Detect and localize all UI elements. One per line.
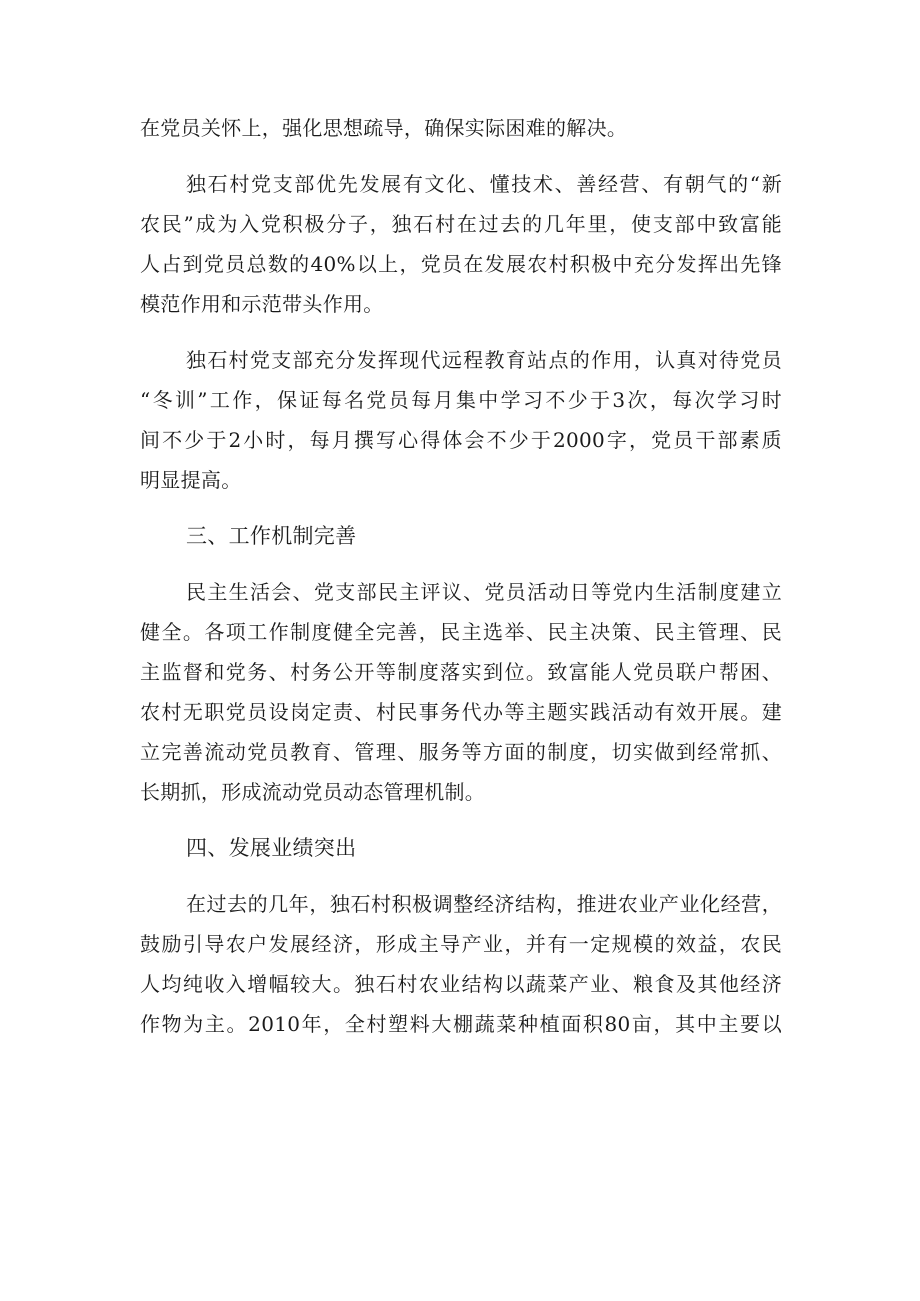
text-line: 民主生活会、党支部民主评议、党员活动日等党内生活制度建立 [186,580,782,604]
text-line: 作物为主。2010年，全村塑料大棚蔬菜种植面积80亩，其中主要以 [140,1012,782,1036]
paragraph-new-farmers [140,164,782,324]
text-line: 独石村党支部充分发挥现代远程教育站点的作用，认真对待党员 [186,348,782,372]
paragraph-remote-education [140,340,782,500]
text-line: 长期抓，形成流动党员动态管理机制。 [140,780,486,804]
paragraph-party-member-care [140,108,782,148]
text-line: 人占到党员总数的40%以上，党员在发展农村积极中充分发挥出先锋 [140,252,782,276]
paragraph-democratic-system [140,572,782,812]
text-line: 人均纯收入增幅较大。独石村农业结构以蔬菜产业、粮食及其他经济 [140,972,782,996]
document-page [140,108,782,1044]
text-line: 农民”成为入党积极分子，独石村在过去的几年里，使支部中致富能 [140,212,782,236]
text-line: 间不少于2小时，每月撰写心得体会不少于2000字，党员干部素质 [140,428,782,452]
text-line: 明显提高。 [140,468,242,492]
text-line: 在党员关怀上，强化思想疏导，确保实际困难的解决。 [140,116,628,140]
text-line: 农村无职党员设岗定责、村民事务代办等主题实践活动有效开展。建 [140,700,782,724]
text-line: 健全。各项工作制度健全完善，民主选举、民主决策、民主管理、民 [140,620,782,644]
paragraph-economic-structure [140,884,782,1044]
section-heading-development [140,828,782,868]
text-line: 鼓励引导农户发展经济，形成主导产业，并有一定规模的效益，农民 [140,932,782,956]
section-heading-text: 四、发展业绩突出 [186,836,357,860]
text-line: 立完善流动党员教育、管理、服务等方面的制度，切实做到经常抓、 [140,740,782,764]
text-line: 在过去的几年，独石村积极调整经济结构，推进农业产业化经营， [186,892,782,916]
text-line: 主监督和党务、村务公开等制度落实到位。致富能人党员联户帮困、 [140,660,782,684]
section-heading-text: 三、工作机制完善 [186,524,357,548]
text-line: 独石村党支部优先发展有文化、懂技术、善经营、有朝气的“新 [186,172,782,196]
text-line: 模范作用和示范带头作用。 [140,292,384,316]
text-line: “冬训”工作，保证每名党员每月集中学习不少于3次，每次学习时 [140,388,782,412]
section-heading-work-mechanism [140,516,782,556]
